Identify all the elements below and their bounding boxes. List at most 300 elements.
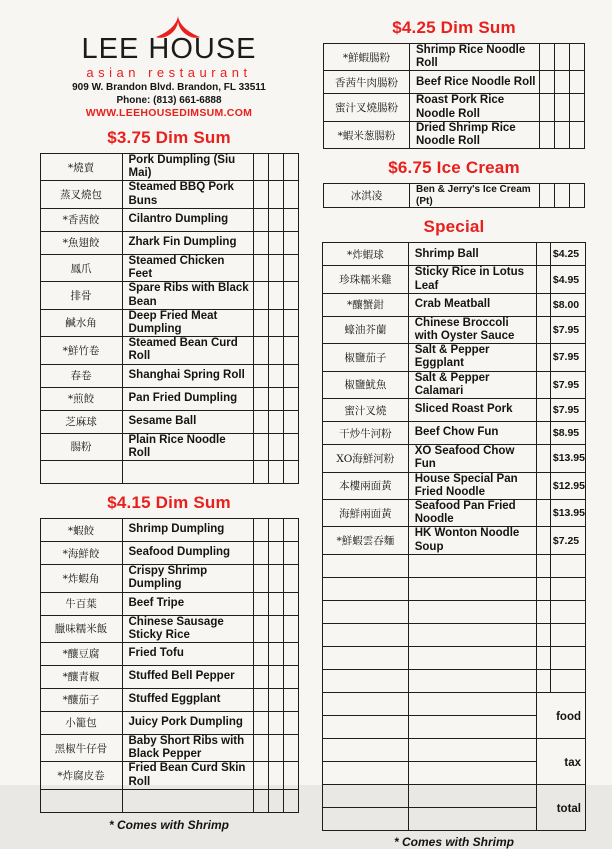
menu-row	[40, 711, 298, 734]
quantity-cell	[268, 387, 283, 410]
item-name-en: Juicy Pork Dumpling	[122, 711, 253, 734]
quantity-cell	[253, 410, 268, 433]
menu-row	[40, 762, 298, 789]
quantity-cell	[253, 519, 268, 542]
quantity-cell	[537, 344, 551, 371]
left-column	[28, 16, 310, 832]
item-name-zh: XO海鮮河粉	[323, 445, 409, 472]
empty-cell-zh	[323, 554, 409, 577]
quantity-cell	[537, 600, 551, 623]
item-name-zh: 小籠包	[40, 711, 122, 734]
quantity-cell	[253, 688, 268, 711]
quantity-cell	[283, 665, 298, 688]
item-name-zh: 海鮮兩面黃	[323, 499, 409, 526]
item-name-zh: 芝麻球	[40, 410, 122, 433]
quantity-cell	[268, 711, 283, 734]
empty-cell-zh	[323, 646, 409, 669]
quantity-cell	[253, 615, 268, 642]
quantity-cell	[253, 762, 268, 789]
item-name-zh: *蝦米葱腸粉	[324, 121, 410, 148]
price-cell: $7.95	[550, 371, 585, 398]
section-heading-ice-cream: $6.75 Ice Cream	[388, 158, 520, 178]
price-cell: $7.95	[550, 316, 585, 343]
quantity-cell	[537, 422, 551, 445]
quantity-cell	[283, 181, 298, 208]
empty-cell-zh	[323, 807, 409, 830]
menu-row	[323, 445, 586, 472]
quantity-cell	[268, 181, 283, 208]
menu-row	[323, 399, 586, 422]
item-name-zh: *炸腐皮卷	[40, 762, 122, 789]
menu-row	[323, 577, 586, 600]
item-name-en: Crab Meatball	[408, 293, 536, 316]
item-name-en: Seafood Pan Fried Noodle	[408, 499, 536, 526]
price-cell	[550, 554, 585, 577]
empty-cell-en	[408, 784, 536, 807]
footnote-right: * Comes with Shrimp	[393, 834, 515, 849]
menu-row	[323, 692, 586, 715]
section-heading-special: Special	[423, 217, 485, 237]
price-cell	[550, 577, 585, 600]
quantity-cell	[537, 293, 551, 316]
item-name-en: Chinese Broccoli with Oyster Sauce	[408, 316, 536, 343]
menu-row	[40, 231, 298, 254]
menu-row	[40, 734, 298, 761]
item-name-zh: 腸粉	[40, 433, 122, 460]
restaurant-phone: Phone: (813) 661-6888	[116, 95, 222, 106]
price-cell: $13.95	[550, 499, 585, 526]
quantity-cell	[537, 472, 551, 499]
item-name-en: Shrimp Rice Noodle Roll	[410, 44, 540, 71]
summary-cell-tax: tax	[537, 738, 586, 784]
item-name-en: Steamed Chicken Feet	[122, 254, 253, 281]
ice-cream-table	[323, 183, 585, 208]
item-name-en: Shanghai Spring Roll	[122, 364, 253, 387]
empty-cell-en	[122, 461, 253, 484]
quantity-cell	[283, 208, 298, 231]
quantity-cell	[253, 789, 268, 812]
quantity-cell	[537, 266, 551, 293]
quantity-cell	[283, 461, 298, 484]
quantity-cell	[283, 254, 298, 281]
menu-row	[40, 615, 298, 642]
item-name-zh: 椒鹽茄子	[323, 344, 409, 371]
menu-row	[40, 254, 298, 281]
item-name-en: Pork Dumpling (Siu Mai)	[122, 154, 253, 181]
item-name-zh: *釀茄子	[40, 688, 122, 711]
price-cell: $4.95	[550, 266, 585, 293]
price-cell: $4.25	[550, 243, 585, 266]
empty-cell-en	[408, 807, 536, 830]
quantity-cell	[555, 121, 570, 148]
menu-row	[323, 243, 586, 266]
quantity-cell	[253, 282, 268, 309]
quantity-cell	[537, 371, 551, 398]
item-name-zh: 春卷	[40, 364, 122, 387]
item-name-zh: 鳳爪	[40, 254, 122, 281]
item-name-zh: *釀青椒	[40, 665, 122, 688]
empty-cell-en	[408, 600, 536, 623]
item-name-en: HK Wonton Noodle Soup	[408, 527, 536, 554]
quantity-cell	[283, 433, 298, 460]
quantity-cell	[570, 44, 585, 71]
quantity-cell	[283, 592, 298, 615]
item-name-zh: 臘味糯米飯	[40, 615, 122, 642]
quantity-cell	[268, 565, 283, 592]
menu-row	[40, 181, 298, 208]
item-name-zh: *炸蝦球	[323, 243, 409, 266]
quantity-cell	[253, 711, 268, 734]
item-name-en: Plain Rice Noodle Roll	[122, 433, 253, 460]
quantity-cell	[268, 337, 283, 364]
item-name-en: Sticky Rice in Lotus Leaf	[408, 266, 536, 293]
quantity-cell	[537, 316, 551, 343]
menu-row	[323, 669, 586, 692]
quantity-cell	[253, 387, 268, 410]
item-name-zh: *鮮蝦雲吞麵	[323, 527, 409, 554]
menu-row	[324, 184, 585, 208]
item-name-en: Steamed Bean Curd Roll	[122, 337, 253, 364]
quantity-cell	[253, 461, 268, 484]
quantity-cell	[537, 499, 551, 526]
empty-cell-zh	[40, 789, 122, 812]
menu-row	[324, 121, 585, 148]
item-name-zh: *釀豆腐	[40, 642, 122, 665]
menu-row	[40, 642, 298, 665]
menu-row	[323, 738, 586, 761]
quantity-cell	[253, 154, 268, 181]
quantity-cell	[570, 94, 585, 121]
empty-cell-zh	[323, 600, 409, 623]
item-name-zh: *炸蝦角	[40, 565, 122, 592]
quantity-cell	[253, 231, 268, 254]
quantity-cell	[283, 615, 298, 642]
restaurant-tagline: asian restaurant	[86, 65, 252, 80]
quantity-cell	[283, 542, 298, 565]
quantity-cell	[283, 309, 298, 336]
quantity-cell	[268, 542, 283, 565]
item-name-zh: *鮮竹卷	[40, 337, 122, 364]
empty-cell-en	[408, 554, 536, 577]
quantity-cell	[268, 665, 283, 688]
quantity-cell	[570, 184, 585, 208]
item-name-en: Spare Ribs with Black Bean	[122, 282, 253, 309]
quantity-cell	[283, 711, 298, 734]
item-name-en: Dried Shrimp Rice Noodle Roll	[410, 121, 540, 148]
price-cell: $8.95	[550, 422, 585, 445]
quantity-cell	[540, 121, 555, 148]
menu-row	[40, 665, 298, 688]
item-name-zh: 香茜牛肉腸粉	[324, 71, 410, 94]
menu-row	[323, 646, 586, 669]
quantity-cell	[555, 44, 570, 71]
menu-row	[40, 519, 298, 542]
menu-row	[324, 71, 585, 94]
quantity-cell	[268, 762, 283, 789]
quantity-cell	[253, 642, 268, 665]
quantity-cell	[268, 433, 283, 460]
quantity-cell	[540, 184, 555, 208]
empty-cell-zh	[323, 692, 409, 715]
restaurant-name: LEE HOUSE	[81, 33, 257, 65]
item-name-en: Pan Fried Dumpling	[122, 387, 253, 410]
item-name-zh: *鮮蝦腸粉	[324, 44, 410, 71]
item-name-zh: *燒賣	[40, 154, 122, 181]
menu-row	[40, 364, 298, 387]
menu-row	[40, 461, 298, 484]
quantity-cell	[253, 181, 268, 208]
quantity-cell	[283, 789, 298, 812]
item-name-zh: *海鮮餃	[40, 542, 122, 565]
empty-cell-en	[408, 577, 536, 600]
empty-cell-zh	[323, 715, 409, 738]
item-name-zh: 排骨	[40, 282, 122, 309]
quantity-cell	[268, 642, 283, 665]
item-name-en: Beef Tripe	[122, 592, 253, 615]
item-name-zh: 本樓兩面黃	[323, 472, 409, 499]
quantity-cell	[253, 364, 268, 387]
quantity-cell	[268, 688, 283, 711]
quantity-cell	[268, 410, 283, 433]
quantity-cell	[253, 254, 268, 281]
quantity-cell	[283, 231, 298, 254]
item-name-zh: *煎餃	[40, 387, 122, 410]
item-name-en: Beef Chow Fun	[408, 422, 536, 445]
quantity-cell	[570, 71, 585, 94]
menu-row	[323, 344, 586, 371]
item-name-zh: 蜜汁叉燒腸粉	[324, 94, 410, 121]
empty-cell-en	[408, 692, 536, 715]
quantity-cell	[253, 592, 268, 615]
quantity-cell	[268, 208, 283, 231]
restaurant-logo	[28, 16, 310, 119]
section-heading-425: $4.25 Dim Sum	[392, 18, 516, 37]
quantity-cell	[253, 433, 268, 460]
quantity-cell	[268, 309, 283, 336]
item-name-en: Salt & Pepper Calamari	[408, 371, 536, 398]
item-name-en: Stuffed Bell Pepper	[122, 665, 253, 688]
menu-row	[323, 499, 586, 526]
price-cell	[550, 669, 585, 692]
empty-cell-zh	[323, 669, 409, 692]
quantity-cell	[268, 789, 283, 812]
menu-row	[323, 266, 586, 293]
quantity-cell	[268, 592, 283, 615]
section-heading-415: $4.15 Dim Sum	[107, 493, 231, 513]
quantity-cell	[537, 399, 551, 422]
menu-row	[40, 337, 298, 364]
price-cell: $7.25	[550, 527, 585, 554]
price-cell: $8.00	[550, 293, 585, 316]
item-name-zh: 蜜汁叉燒	[323, 399, 409, 422]
item-name-en: Beef Rice Noodle Roll	[410, 71, 540, 94]
menu-row	[40, 789, 298, 812]
quantity-cell	[268, 364, 283, 387]
empty-cell-en	[408, 669, 536, 692]
quantity-cell	[283, 154, 298, 181]
menu-row	[324, 44, 585, 71]
empty-cell-en	[408, 761, 536, 784]
item-name-en: Steamed BBQ Pork Buns	[122, 181, 253, 208]
item-name-zh: *釀蟹鉗	[323, 293, 409, 316]
pagoda-roof-icon	[153, 16, 203, 39]
item-name-zh: 蒸叉燒包	[40, 181, 122, 208]
item-name-en: Zhark Fin Dumpling	[122, 231, 253, 254]
quantity-cell	[537, 669, 551, 692]
quantity-cell	[537, 527, 551, 554]
empty-cell-zh	[323, 784, 409, 807]
item-name-en: Deep Fried Meat Dumpling	[122, 309, 253, 336]
menu-row	[324, 94, 585, 121]
menu-row	[40, 154, 298, 181]
item-name-en: XO Seafood Chow Fun	[408, 445, 536, 472]
quantity-cell	[253, 337, 268, 364]
empty-cell-zh	[323, 761, 409, 784]
quantity-cell	[268, 461, 283, 484]
quantity-cell	[283, 337, 298, 364]
quantity-cell	[537, 554, 551, 577]
empty-cell-en	[408, 738, 536, 761]
quantity-cell	[268, 615, 283, 642]
menu-row	[40, 592, 298, 615]
menu-row	[40, 542, 298, 565]
menu-row	[323, 472, 586, 499]
quantity-cell	[253, 734, 268, 761]
quantity-cell	[268, 254, 283, 281]
quantity-cell	[537, 623, 551, 646]
quantity-cell	[283, 565, 298, 592]
price-cell	[550, 623, 585, 646]
price-cell: $7.95	[550, 344, 585, 371]
restaurant-website: WWW.LEEHOUSEDIMSUM.COM	[85, 107, 253, 119]
empty-cell-zh	[323, 577, 409, 600]
quantity-cell	[283, 519, 298, 542]
quantity-cell	[283, 762, 298, 789]
quantity-cell	[540, 94, 555, 121]
item-name-zh: *魚翅餃	[40, 231, 122, 254]
item-name-en: Chinese Sausage Sticky Rice	[122, 615, 253, 642]
quantity-cell	[268, 734, 283, 761]
menu-row	[323, 527, 586, 554]
item-name-en: Ben & Jerry's Ice Cream (Pt)	[410, 184, 540, 208]
empty-cell-zh	[323, 623, 409, 646]
price-cell	[550, 600, 585, 623]
item-name-zh: 牛百葉	[40, 592, 122, 615]
item-name-en: Stuffed Eggplant	[122, 688, 253, 711]
item-name-en: Baby Short Ribs with Black Pepper	[122, 734, 253, 761]
quantity-cell	[268, 231, 283, 254]
quantity-cell	[570, 121, 585, 148]
special-table	[322, 242, 586, 831]
quantity-cell	[283, 688, 298, 711]
menu-row	[323, 371, 586, 398]
menu-row	[40, 387, 298, 410]
price-cell: $12.95	[550, 472, 585, 499]
quantity-cell	[283, 364, 298, 387]
summary-cell-food: food	[537, 692, 586, 738]
price-cell: $13.95	[550, 445, 585, 472]
menu-row	[40, 410, 298, 433]
menu-row	[40, 208, 298, 231]
quantity-cell	[537, 646, 551, 669]
quantity-cell	[253, 208, 268, 231]
menu-row	[40, 565, 298, 592]
item-name-en: Sesame Ball	[122, 410, 253, 433]
item-name-zh: *蝦餃	[40, 519, 122, 542]
item-name-zh: 黑椒牛仔骨	[40, 734, 122, 761]
menu-row	[323, 554, 586, 577]
empty-cell-zh	[323, 738, 409, 761]
quantity-cell	[268, 282, 283, 309]
item-name-en: Cilantro Dumpling	[122, 208, 253, 231]
empty-cell-en	[408, 646, 536, 669]
item-name-zh: 椒鹽魷魚	[323, 371, 409, 398]
item-name-en: Salt & Pepper Eggplant	[408, 344, 536, 371]
quantity-cell	[283, 282, 298, 309]
dim-sum-415-table	[40, 518, 299, 813]
item-name-en: Fried Tofu	[122, 642, 253, 665]
item-name-zh: 珍珠糯米雞	[323, 266, 409, 293]
menu-row	[40, 433, 298, 460]
summary-cell-total: total	[537, 784, 586, 830]
restaurant-address: 909 W. Brandon Blvd. Brandon, FL 33511	[72, 82, 266, 93]
empty-cell-en	[408, 715, 536, 738]
item-name-zh: 干炒牛河粉	[323, 422, 409, 445]
quantity-cell	[555, 71, 570, 94]
item-name-zh: *香茜餃	[40, 208, 122, 231]
price-cell	[550, 646, 585, 669]
item-name-zh: 蠔油芥蘭	[323, 316, 409, 343]
quantity-cell	[540, 71, 555, 94]
item-name-en: Shrimp Dumpling	[122, 519, 253, 542]
quantity-cell	[537, 243, 551, 266]
item-name-en: House Special Pan Fried Noodle	[408, 472, 536, 499]
item-name-zh: 鹹水角	[40, 309, 122, 336]
menu-row	[40, 309, 298, 336]
empty-cell-en	[408, 623, 536, 646]
quantity-cell	[555, 184, 570, 208]
menu-row	[323, 293, 586, 316]
quantity-cell	[283, 410, 298, 433]
quantity-cell	[283, 642, 298, 665]
menu-row	[323, 784, 586, 807]
menu-row	[40, 282, 298, 309]
menu-row	[323, 623, 586, 646]
quantity-cell	[283, 387, 298, 410]
item-name-en: Sliced Roast Pork	[408, 399, 536, 422]
quantity-cell	[555, 94, 570, 121]
item-name-zh: 冰淇凌	[324, 184, 410, 208]
quantity-cell	[253, 565, 268, 592]
menu-row	[323, 316, 586, 343]
quantity-cell	[253, 542, 268, 565]
empty-cell-zh	[40, 461, 122, 484]
quantity-cell	[268, 519, 283, 542]
menu-row	[40, 688, 298, 711]
quantity-cell	[540, 44, 555, 71]
quantity-cell	[537, 577, 551, 600]
item-name-en: Roast Pork Rice Noodle Roll	[410, 94, 540, 121]
quantity-cell	[268, 154, 283, 181]
quantity-cell	[253, 309, 268, 336]
quantity-cell	[537, 445, 551, 472]
right-column	[322, 12, 586, 849]
footnote-left: * Comes with Shrimp	[108, 817, 230, 832]
quantity-cell	[283, 734, 298, 761]
item-name-en: Fried Bean Curd Skin Roll	[122, 762, 253, 789]
dim-sum-425-table	[323, 43, 585, 149]
section-heading-375: $3.75 Dim Sum	[107, 128, 231, 147]
